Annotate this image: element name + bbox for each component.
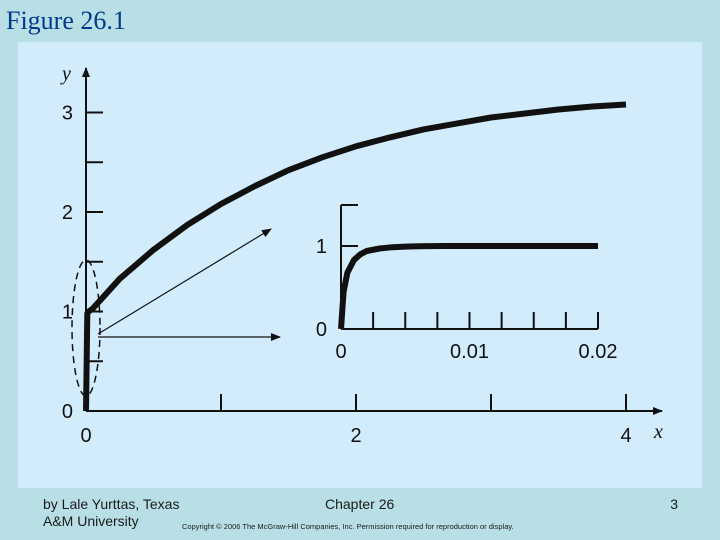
inset-y-tick-label: 0 bbox=[315, 319, 327, 341]
footer-chapter: Chapter 26 bbox=[325, 496, 395, 512]
main-x-tick-label: 2 bbox=[350, 425, 362, 447]
inset-x-tick-label: 0 bbox=[335, 341, 347, 363]
slide-title: Figure 26.1 bbox=[6, 6, 126, 35]
main-y-tick-label: 2 bbox=[61, 202, 73, 224]
main-y-tick-label: 3 bbox=[61, 102, 73, 125]
inset-ticks bbox=[316, 205, 618, 363]
page-number: 3 bbox=[670, 496, 678, 512]
copyright-notice: Copyright © 2006 The McGraw-Hill Companies, Inc. Permission required for reproduction or display. bbox=[182, 522, 514, 531]
inset-x-tick-label: 0.01 bbox=[450, 341, 489, 363]
inset-chart bbox=[316, 205, 618, 363]
main-x-axis-label: x bbox=[654, 421, 663, 443]
inset-y-tick-label: 1 bbox=[315, 236, 327, 258]
footer-author-line1: by Lale Yurttas, Texas bbox=[43, 496, 180, 512]
zoom-connector-upper bbox=[98, 229, 271, 334]
inset-x-tick-label: 0.02 bbox=[578, 341, 618, 363]
main-x-tick-label: 4 bbox=[620, 425, 632, 447]
main-x-tick-label: 0 bbox=[80, 425, 92, 447]
main-y-tick-label: 1 bbox=[61, 301, 73, 324]
main-y-axis-label: y bbox=[62, 63, 71, 85]
footer-author bbox=[43, 496, 179, 530]
main-y-tick-label: 0 bbox=[61, 401, 73, 423]
footer-author-line2: A&M University bbox=[43, 513, 139, 529]
